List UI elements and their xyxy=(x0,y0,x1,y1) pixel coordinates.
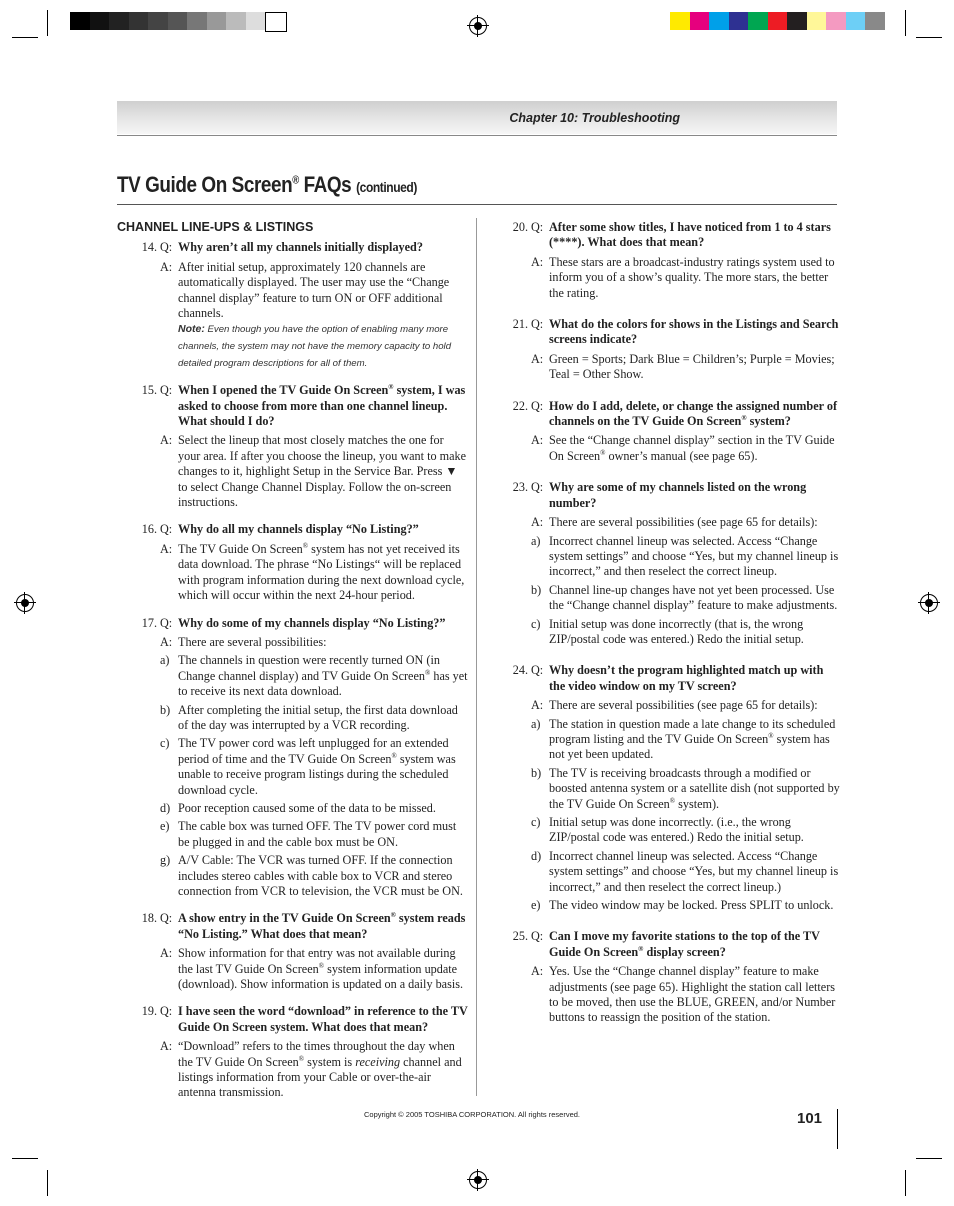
column-divider xyxy=(476,218,477,1096)
note-text: Even though you have the option of enabling many more channels, the system may not have the memory capacity to hold detailed program descriptions for all of them. xyxy=(178,324,452,369)
list-item: c) The TV power cord was left unplugged for an extended period of time and the TV Guide On Screen® system was unable to receive program listings during the scheduled download cycle. xyxy=(160,736,456,797)
note-label: Note: xyxy=(178,323,205,336)
faq-18 xyxy=(117,911,469,992)
faq-20 xyxy=(488,220,840,301)
list-item: e) The cable box was turned OFF. The TV power cord must be plugged in and the cable box must be ON. xyxy=(160,819,457,849)
question-text: When I opened the TV Guide On Screen® system, I was asked to choose from more than one channel lineup. What should I do? xyxy=(178,383,466,429)
question-text: A show entry in the TV Guide On Screen® system reads “No Listing.” What does that mean? xyxy=(178,911,466,941)
list-item: a) Incorrect channel lineup was selected. Access “Change system settings” and choose “Yes, but my channel lineup is incorrect,” and then reselect the correct lineup. xyxy=(531,533,839,579)
gray-swatch xyxy=(109,12,129,30)
q-label: Q: xyxy=(531,220,544,234)
faq-19 xyxy=(117,1004,469,1100)
question-text: Why doesn’t the program highlighted match up with the video window on my TV screen? xyxy=(549,663,824,693)
section-heading: CHANNEL LINE-UPS & LISTINGS xyxy=(117,220,314,234)
a-label: A: xyxy=(531,351,544,366)
a-label: A: xyxy=(160,259,173,274)
registration-mark-right xyxy=(920,594,938,612)
q-label: Q: xyxy=(160,522,173,537)
answer-text: Select the lineup that most closely matches the one for your area. If after you choose the lineup, you want to make changes to it, highlight Setup in the Service Bar. Press ▼ to select Change Channel Display. Follow the on-screen instructions. xyxy=(178,433,466,510)
gray-swatch xyxy=(148,12,168,30)
crop-mark xyxy=(905,10,906,36)
gray-swatch xyxy=(246,12,266,30)
a-label: A: xyxy=(160,541,173,556)
answer-text: There are several possibilities: xyxy=(178,634,327,649)
list-item: d) Poor reception caused some of the data to be missed. xyxy=(160,800,436,815)
color-swatch xyxy=(709,12,729,30)
faq-17 xyxy=(117,616,469,900)
list-item: b) After completing the initial setup, the first data download of the day was interrupted by a VCR recording. xyxy=(160,702,458,732)
question-text: Why are some of my channels listed on the wrong number? xyxy=(549,480,807,510)
crop-mark xyxy=(916,37,942,38)
list-item: c) Initial setup was done incorrectly (that is, the wrong ZIP/postal code was entered.) Redo the initial setup. xyxy=(531,616,804,646)
a-label: A: xyxy=(160,946,173,961)
question-number: 20. xyxy=(512,220,528,234)
right-column xyxy=(488,220,840,1026)
question-text: Why aren’t all my channels initially displayed? xyxy=(178,240,423,255)
crop-mark xyxy=(47,10,48,36)
q-label: Q: xyxy=(531,317,544,332)
page-title-faqs: FAQs xyxy=(298,172,352,197)
color-swatch xyxy=(729,12,749,30)
q-label: Q: xyxy=(531,480,544,495)
registration-mark-left xyxy=(16,594,34,612)
question-text: What do the colors for shows in the Listings and Search screens indicate? xyxy=(549,317,839,347)
list-item: d) Incorrect channel lineup was selected. Access “Change system settings” and choose “Yes, but my channel lineup is incorrect,” and then reselect the correct lineup.) xyxy=(531,848,839,894)
faq-23 xyxy=(488,480,840,647)
list-item: c) Initial setup was done incorrectly. (i.e., the wrong ZIP/postal code was entered.) Redo the initial setup. xyxy=(531,815,804,845)
q-label: Q: xyxy=(160,615,173,630)
registration-mark-bottom xyxy=(469,1171,487,1189)
crop-mark xyxy=(12,37,38,38)
answer-text: The TV Guide On Screen® system has not yet received its data download. The phrase “No Listings“ will be replaced with program information during the next download cycle, which will occur within the next 24-hour period. xyxy=(178,541,465,603)
question-number: 24. xyxy=(512,663,528,678)
chapter-header-band xyxy=(117,101,837,134)
faq-21 xyxy=(488,317,840,383)
q-label: Q: xyxy=(160,1004,173,1019)
answer-text: Yes. Use the “Change channel display” feature to make adjustments (see page 65). Highlight the station call letters to be moved, then use the BLUE, GREEN, and/or Number buttons to reassign the position of the station. xyxy=(549,964,836,1025)
answer-text: Green = Sports; Dark Blue = Children’s; Purple = Movies; Teal = Other Show. xyxy=(549,351,835,382)
color-swatch xyxy=(807,12,827,30)
a-label: A: xyxy=(160,1039,173,1054)
crop-mark xyxy=(916,1158,942,1159)
crop-mark xyxy=(905,1170,906,1196)
q-label: Q: xyxy=(160,911,173,926)
question-text: Can I move my favorite stations to the top of the TV Guide On Screen® display screen? xyxy=(549,929,820,959)
question-text: Why do some of my channels display “No Listing?” xyxy=(178,615,446,630)
faq-22 xyxy=(488,399,840,465)
page-number: 101 xyxy=(797,1110,823,1127)
q-label: Q: xyxy=(531,398,544,413)
question-number: 22. xyxy=(512,398,528,413)
color-swatch xyxy=(865,12,885,30)
gray-swatch xyxy=(70,12,90,30)
a-label: A: xyxy=(531,515,544,530)
color-swatch xyxy=(690,12,710,30)
list-item: a) The channels in question were recently turned ON (in Change channel display) and TV Guide On Screen® has yet to receive its next data download. xyxy=(160,653,468,699)
a-label: A: xyxy=(531,254,544,269)
question-text: Why do all my channels display “No Listing?” xyxy=(178,522,419,537)
q-label: Q: xyxy=(160,383,173,398)
answer-text: “Download” refers to the times throughout the day when the TV Guide On Screen® system is receiving channel and listings information from your Cable or over-the-air antenna transmission. xyxy=(178,1039,462,1100)
question-text: After some show titles, I have noticed from 1 to 4 stars (****). What does that mean? xyxy=(549,220,831,250)
color-swatch xyxy=(768,12,788,30)
page-number-divider xyxy=(837,1109,838,1149)
gray-swatch xyxy=(207,12,227,30)
list-item: e) The video window may be locked. Press SPLIT to unlock. xyxy=(531,898,834,913)
copyright-notice: Copyright © 2005 TOSHIBA CORPORATION. All rights reserved. xyxy=(364,1110,581,1119)
color-swatch xyxy=(787,12,807,30)
faq-16 xyxy=(117,522,469,603)
answer-text: These stars are a broadcast-industry ratings system used to inform you of a show’s quality. The more stars, the better the rating. xyxy=(549,254,835,300)
list-item: a) The station in question made a late change to its scheduled program listing and the TV Guide On Screen® system has not yet been updated. xyxy=(531,716,836,762)
a-label: A: xyxy=(531,433,544,448)
color-swatch xyxy=(846,12,866,30)
q-label: Q: xyxy=(531,663,544,678)
question-number: 21. xyxy=(512,317,528,332)
gray-swatch xyxy=(129,12,149,30)
faq-14 xyxy=(117,240,469,371)
question-number: 17. xyxy=(141,615,157,630)
question-number: 14. xyxy=(141,240,157,255)
faq-24 xyxy=(488,663,840,913)
crop-mark xyxy=(12,1158,38,1159)
chapter-title: Chapter 10: Troubleshooting xyxy=(509,111,680,125)
gray-swatch xyxy=(187,12,207,30)
question-number: 16. xyxy=(141,522,157,537)
answer-text: Show information for that entry was not available during the last TV Guide On Screen® system information update (download). Show information is updated on a daily basis. xyxy=(178,946,464,992)
gray-swatch xyxy=(90,12,110,30)
question-number: 19. xyxy=(141,1004,157,1019)
question-text: I have seen the word “download” in reference to the TV Guide On Screen system. What does that mean? xyxy=(178,1004,468,1034)
gray-swatch xyxy=(168,12,188,30)
page-title xyxy=(117,172,417,198)
answer-text: After initial setup, approximately 120 channels are automatically displayed. The user may use the “Change channel display” feature to turn ON or OFF additional channels. xyxy=(178,259,450,321)
answer-text: There are several possibilities (see page 65 for details): xyxy=(549,515,818,530)
a-label: A: xyxy=(160,433,173,448)
title-divider xyxy=(117,204,837,205)
a-label: A: xyxy=(160,634,173,649)
page-title-continued: (continued) xyxy=(356,179,417,195)
answer-text: See the “Change channel display” section in the TV Guide On Screen® owner’s manual (see page 65). xyxy=(549,433,835,463)
faq-25 xyxy=(488,929,840,1025)
gray-swatch xyxy=(226,12,246,30)
left-column xyxy=(117,220,469,1101)
question-number: 25. xyxy=(512,929,528,944)
question-number: 18. xyxy=(141,911,157,926)
down-arrow-icon: ▼ xyxy=(445,464,458,479)
registration-mark-top xyxy=(469,17,487,35)
a-label: A: xyxy=(531,964,544,979)
gray-swatch xyxy=(265,12,287,32)
list-item: b) The TV is receiving broadcasts through a modified or boosted antenna system or a satellite dish (not supported by the TV Guide On Screen® system). xyxy=(531,765,840,811)
note xyxy=(178,324,451,368)
q-label: Q: xyxy=(531,929,544,944)
header-divider xyxy=(117,135,837,136)
list-item: g) A/V Cable: The VCR was turned OFF. If the connection includes stereo cables with cable box to VCR and stereo connection from VCR to television, the VCR must be ON. xyxy=(160,853,463,898)
color-swatch xyxy=(670,12,690,30)
question-number: 23. xyxy=(512,480,528,495)
color-swatch xyxy=(826,12,846,30)
a-label: A: xyxy=(531,698,544,713)
question-number: 15. xyxy=(141,383,157,398)
color-swatch xyxy=(748,12,768,30)
page-title-main: TV Guide On Screen xyxy=(117,172,293,197)
answer-text: There are several possibilities (see page 65 for details): xyxy=(549,698,818,713)
crop-mark xyxy=(47,1170,48,1196)
list-item: b) Channel line-up changes have not yet been processed. Use the “Change channel display” feature to make adjustments. xyxy=(531,582,838,613)
page-title-reg: ® xyxy=(292,174,299,187)
q-label: Q: xyxy=(160,240,173,255)
question-text: How do I add, delete, or change the assigned number of channels on the TV Guide On Screen® system? xyxy=(549,398,838,429)
faq-15 xyxy=(117,383,469,510)
